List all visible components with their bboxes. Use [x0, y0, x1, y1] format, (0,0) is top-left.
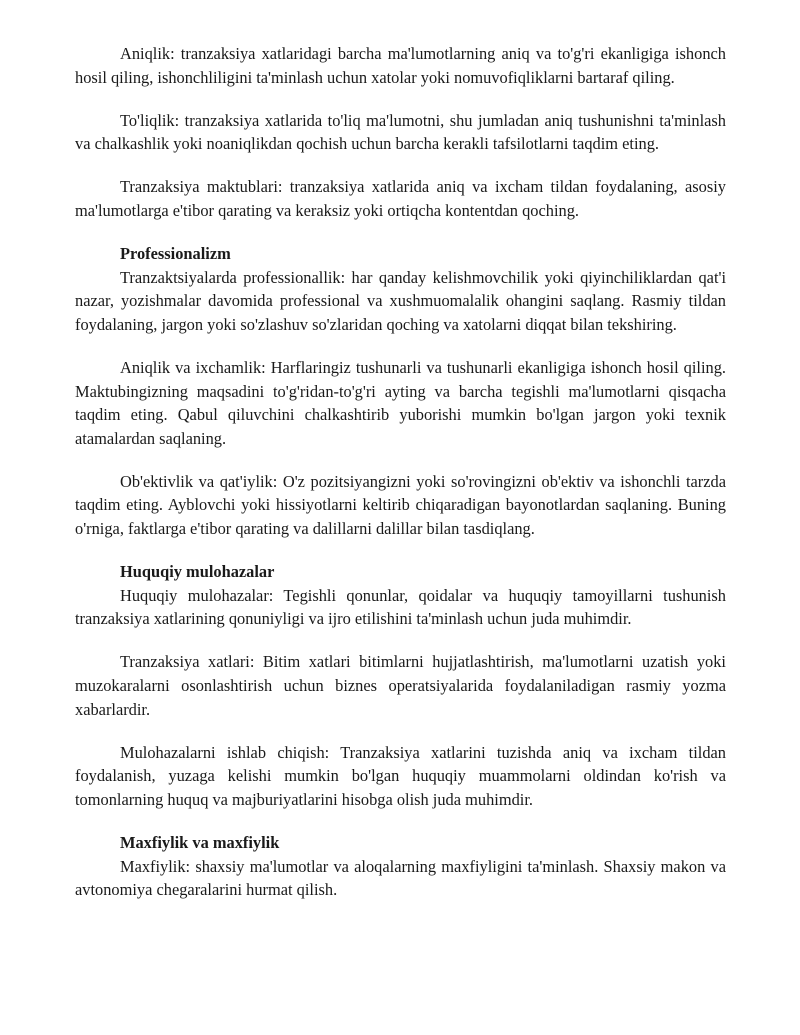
heading-professionalism: Professionalizm	[120, 244, 231, 264]
paragraph-professionalism: Tranzaktsiyalarda professionallik: har qanday kelishmovchilik yoki qiyinchiliklardan qat'i nazar, yozishmalar davomida professional va xushmuomalalik ohangini saqlang. Rasmiy tildan foydalaning, jargon yoki so'zlashuv so'zlaridan qoching va xatolarni diqqat bilan tekshiring.	[75, 267, 726, 334]
paragraph-completeness: To'liqlik: tranzaksiya xatlarida to'liq ma'lumotni, shu jumladan aniq tushunishni ta'minlash va chalkashlik yoki noaniqlikdan qochish uchun barcha kerakli tafsilotlarni taqdim eting.	[75, 110, 726, 154]
heading-legal-considerations: Huquqiy mulohazalar	[120, 562, 275, 582]
paragraph-transaction-letters-definition: Tranzaksiya xatlari: Bitim xatlari bitimlarni hujjatlashtirish, ma'lumotlarni uzatish yoki muzokaralarni osonlashtirish uchun biznes operatsiyalarida foydalaniladigan rasmiy yozma xabarlardir.	[75, 652, 726, 719]
paragraph-legal-considerations: Huquqiy mulohazalar: Tegishli qonunlar, qoidalar va huquqiy tamoyillarni tushunish tranzaksiya xatlarining qonuniyligi va ijro etilishini ta'minlash uchun juda muhimdir.	[75, 585, 726, 629]
paragraph-clarity-conciseness: Aniqlik va ixchamlik: Harflaringiz tushunarli va tushunarli ekanligiga ishonch hosil qiling. Maktubingizning maqsadini to'g'ridan-to'g'ri ayting va barcha tegishli ma'lumotlarni qisqacha taqdim eting. Qabul qiluvchini chalkashtirib yuborishi mumkin bo'lgan jargon yoki texnik atamalardan saqlaning.	[75, 357, 726, 448]
paragraph-privacy: Maxfiylik: shaxsiy ma'lumotlar va aloqalarning maxfiyligini ta'minlash. Shaxsiy makon va avtonomiya chegaralarini hurmat qilish.	[75, 856, 726, 900]
paragraph-accuracy: Aniqlik: tranzaksiya xatlaridagi barcha ma'lumotlarning aniq va to'g'ri ekanligiga ishonch hosil qiling, ishonchliligini ta'minlash uchun xatolar yoki nomuvofiqliklarni bartaraf qiling.	[75, 44, 726, 87]
paragraph-transaction-letters: Tranzaksiya maktublari: tranzaksiya xatlarida aniq va ixcham tildan foydalaning, asosiy ma'lumotlarga e'tibor qarating va keraksiz yoki ortiqcha kontentdan qoching.	[75, 177, 726, 220]
paragraph-drafting-considerations: Mulohazalarni ishlab chiqish: Tranzaksiya xatlarini tuzishda aniq va ixcham tildan foydalanish, yuzaga kelishi mumkin bo'lgan huquqiy muammolarni oldindan ko'rish va tomonlarning huquq va majburiyatlarini hisobga olish juda muhimdir.	[75, 742, 726, 809]
paragraph-objectivity: Ob'ektivlik va qat'iylik: O'z pozitsiyangizni yoki so'rovingizni ob'ektiv va ishonchli tarzda taqdim eting. Ayblovchi yoki hissiyotlarni keltirib chiqaradigan bayonotlardan saqlaning. Buning o'rniga, faktlarga e'tibor qarating va dalillarni dalillar bilan tasdiqlang.	[75, 471, 726, 538]
document-page	[75, 42, 726, 902]
heading-privacy: Maxfiylik va maxfiylik	[120, 832, 280, 852]
